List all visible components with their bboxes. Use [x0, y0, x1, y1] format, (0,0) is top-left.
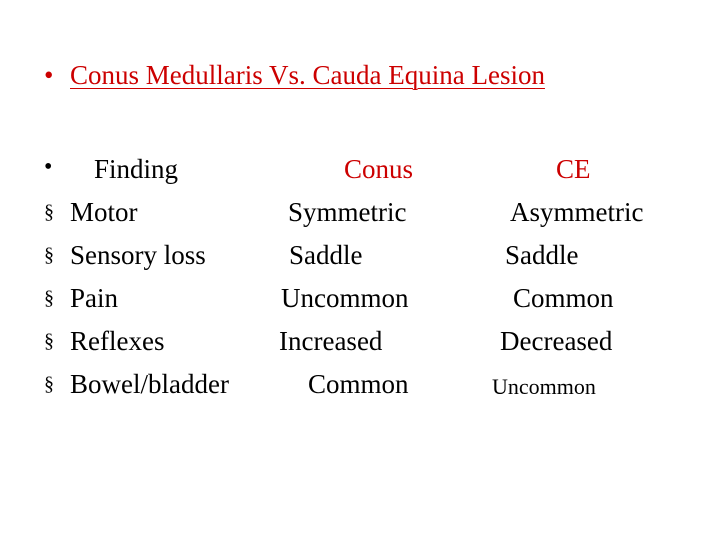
row-conus: Common: [308, 369, 409, 399]
row-ce: Asymmetric: [510, 197, 644, 227]
row-conus: Uncommon: [281, 283, 409, 313]
row-marker: §: [44, 244, 54, 266]
row-conus: Increased: [279, 326, 383, 356]
row-marker: §: [44, 201, 54, 223]
header-finding: Finding: [94, 154, 179, 184]
row-ce: Decreased: [500, 326, 613, 356]
row-conus: Saddle: [289, 240, 363, 270]
row-finding: Motor: [70, 197, 138, 227]
row-ce: Uncommon: [492, 374, 596, 399]
table-row: [0, 326, 720, 366]
table-row: [0, 369, 720, 409]
row-finding: Pain: [70, 283, 119, 313]
row-ce: Common: [513, 283, 614, 313]
row-finding: Sensory loss: [70, 240, 206, 270]
table-row: [0, 197, 720, 237]
title-bullet: •: [44, 60, 54, 90]
table-header-row: [0, 154, 720, 194]
table-row: [0, 283, 720, 323]
row-finding: Bowel/bladder: [70, 369, 229, 399]
header-conus: Conus: [344, 154, 414, 184]
row-ce: Saddle: [505, 240, 579, 270]
slide-title: [44, 60, 545, 91]
row-marker: §: [44, 330, 54, 352]
header-bullet: •: [44, 154, 53, 180]
row-marker: §: [44, 373, 54, 395]
row-marker: §: [44, 287, 54, 309]
title-text: Conus Medullaris Vs. Cauda Equina Lesion: [70, 60, 545, 90]
row-finding: Reflexes: [70, 326, 165, 356]
row-conus: Symmetric: [288, 197, 407, 227]
header-ce: CE: [556, 154, 591, 184]
table-row: [0, 240, 720, 280]
